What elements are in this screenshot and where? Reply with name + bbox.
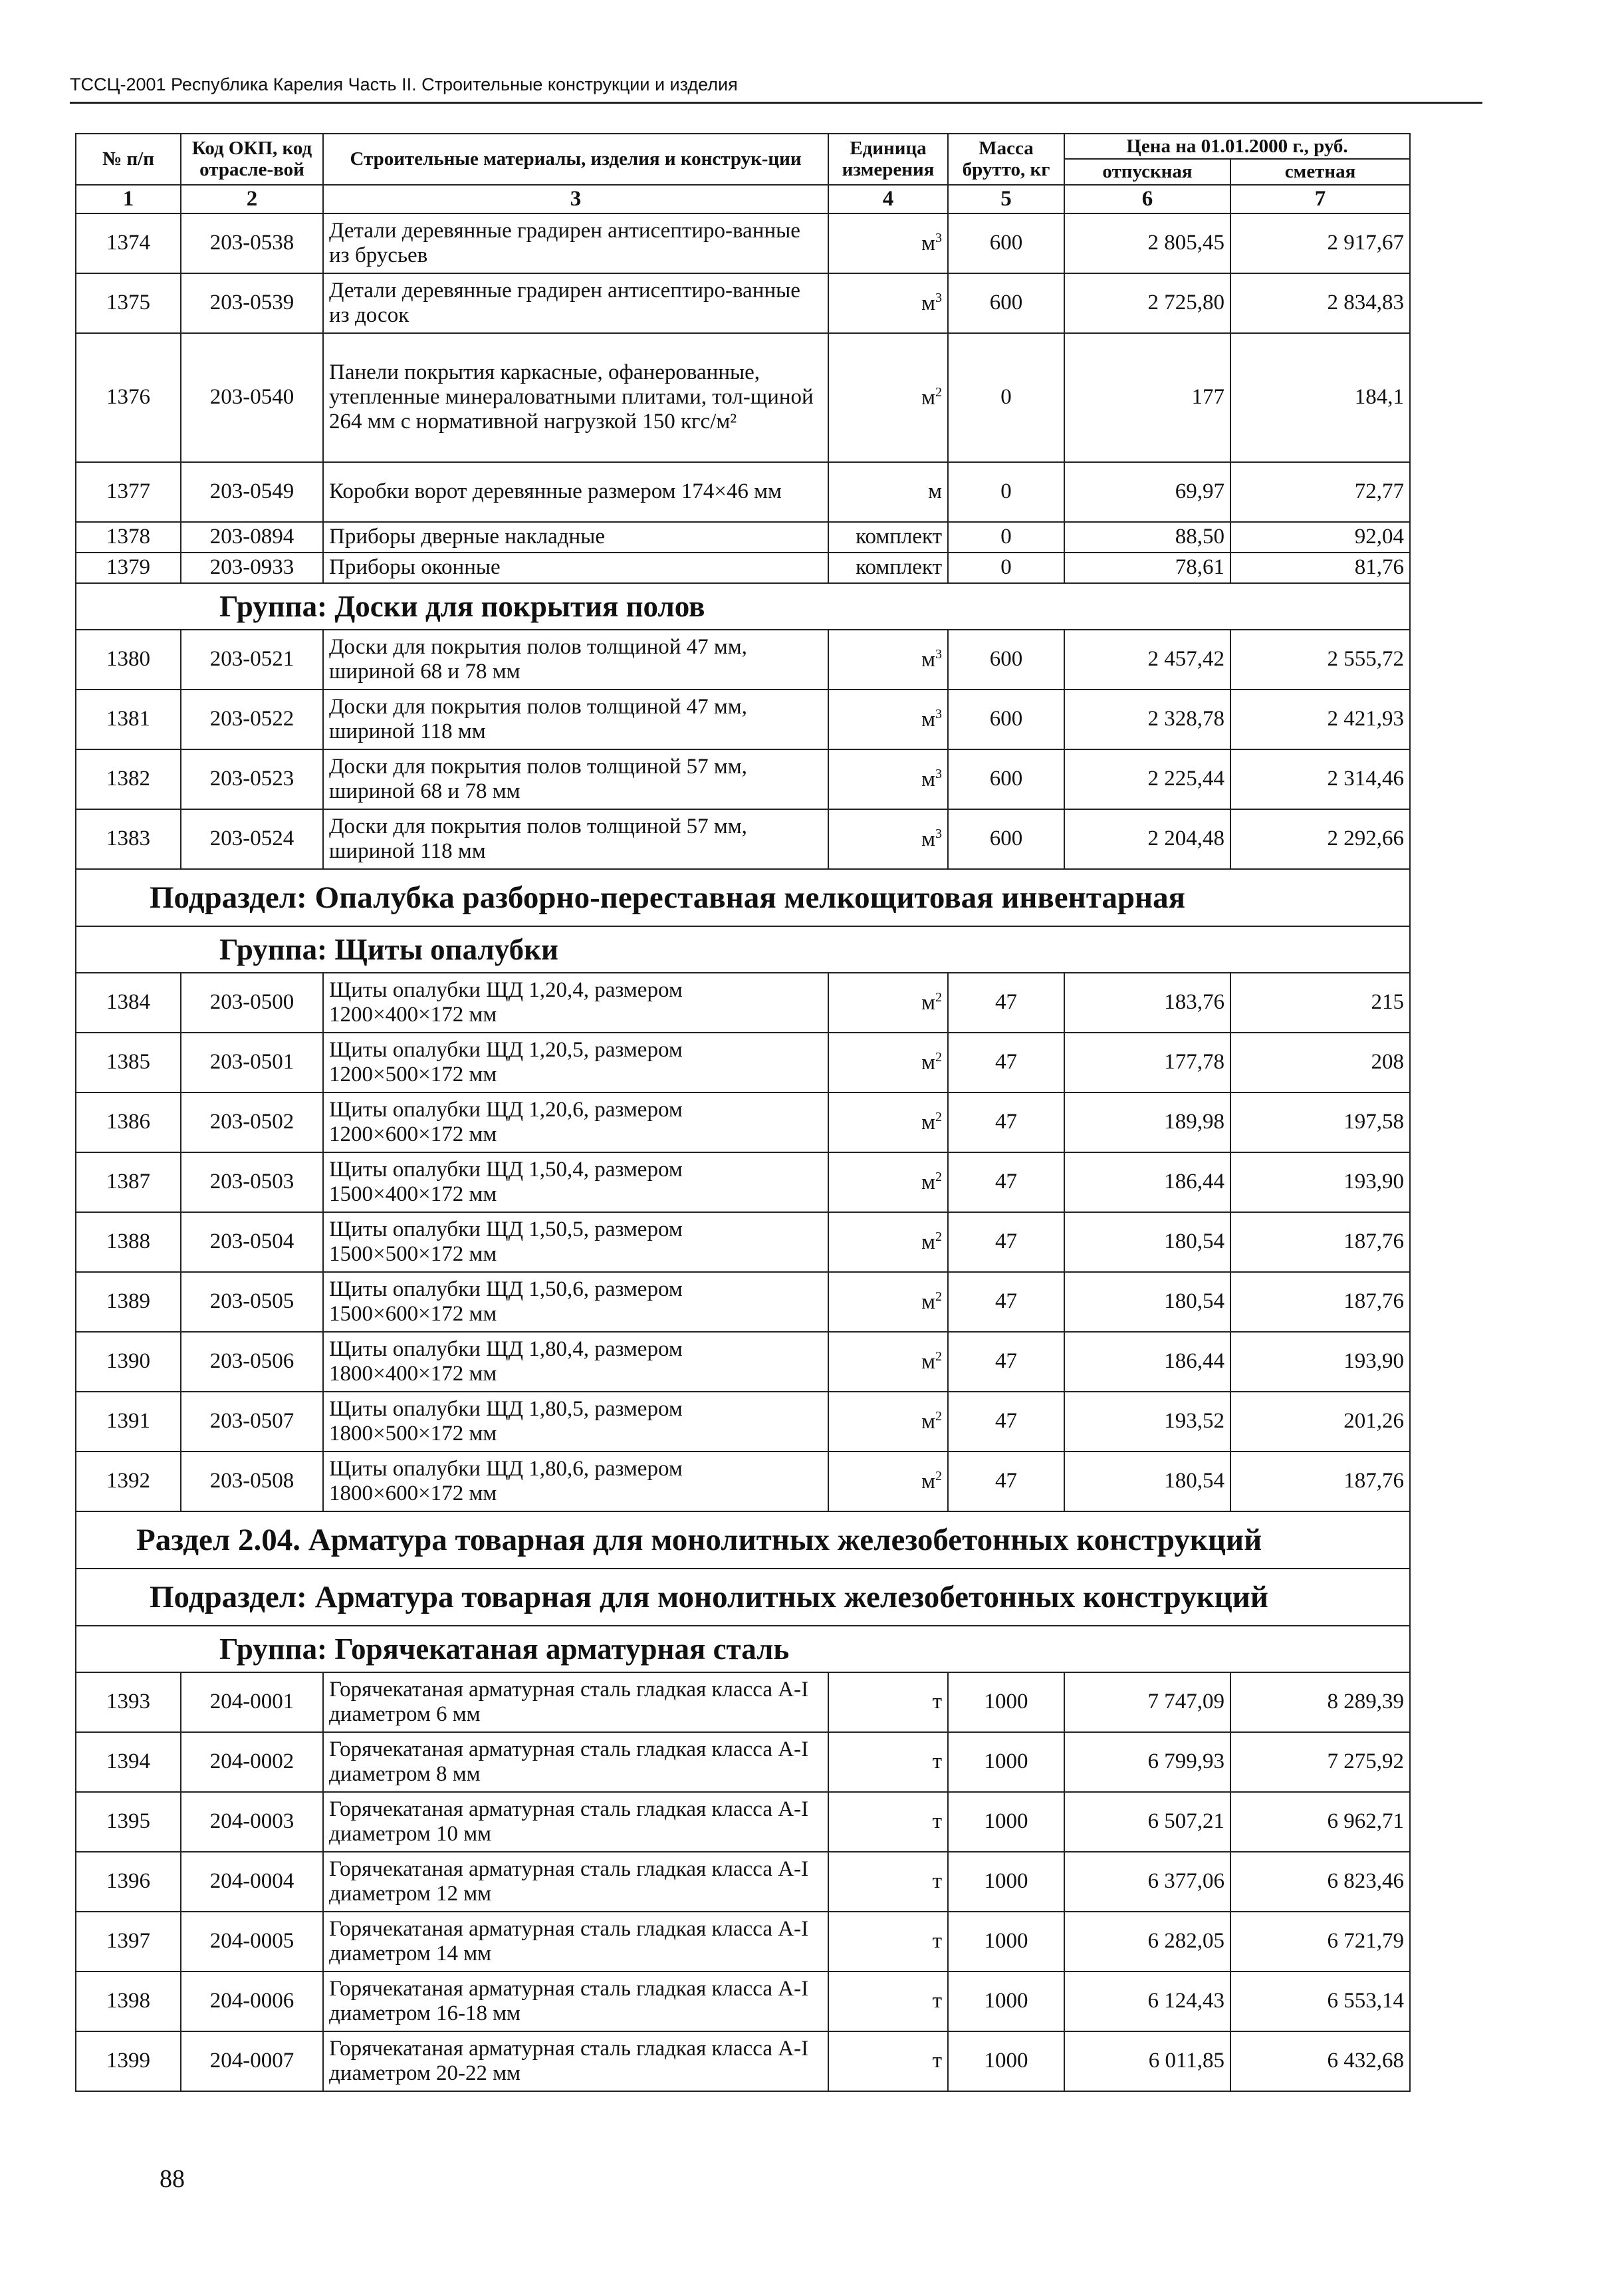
unit-text: т: [932, 1749, 942, 1774]
table-header-row: [76, 134, 1410, 159]
row-name: Горячекатаная арматурная сталь гладкая класса А-I диаметром 16-18 мм: [323, 1972, 828, 2031]
row-name: Горячекатаная арматурная сталь гладкая класса А-I диаметром 14 мм: [323, 1912, 828, 1972]
row-mass: 47: [948, 973, 1064, 1033]
row-mass: 600: [948, 809, 1064, 869]
row-name: Доски для покрытия полов толщиной 57 мм, шириной 68 и 78 мм: [323, 749, 828, 809]
col-header-price-estimate: сметная: [1230, 159, 1410, 184]
row-name: Щиты опалубки ЩД 1,80,6, размером 1800×600×172 мм: [323, 1452, 828, 1511]
row-price-estimate: 197,58: [1230, 1092, 1410, 1152]
table-row: [76, 1212, 1410, 1272]
row-mass: 47: [948, 1033, 1064, 1092]
table-row: [76, 1972, 1410, 2031]
row-name: Панели покрытия каркасные, офанерованные, утепленные минераловатными плитами, тол-щиной 264 мм с нормативной нагрузкой 150 кгс/м²: [323, 333, 828, 462]
unit-text: м: [921, 767, 935, 791]
table-row: [76, 809, 1410, 869]
row-mass: 1000: [948, 1972, 1064, 2031]
subsection-heading-row: [76, 869, 1410, 926]
row-price-estimate: 193,90: [1230, 1152, 1410, 1212]
row-number: 1375: [76, 273, 181, 333]
row-price-estimate: 8 289,39: [1230, 1672, 1410, 1732]
row-code: 203-0505: [181, 1272, 323, 1332]
row-unit: [828, 1852, 948, 1912]
table-row: [76, 630, 1410, 690]
row-code: 203-0506: [181, 1332, 323, 1392]
row-number: 1398: [76, 1972, 181, 2031]
unit-exponent: 3: [935, 766, 942, 781]
unit-exponent: 2: [935, 1289, 942, 1304]
row-price-release: 186,44: [1064, 1332, 1230, 1392]
row-mass: 47: [948, 1212, 1064, 1272]
row-unit: [828, 1152, 948, 1212]
row-code: 203-0540: [181, 333, 323, 462]
section-heading-row: [76, 1511, 1410, 1569]
price-table: [75, 133, 1411, 2092]
row-number: 1376: [76, 333, 181, 462]
unit-text: м: [921, 385, 935, 410]
row-unit: [828, 1092, 948, 1152]
row-code: 203-0538: [181, 213, 323, 273]
row-mass: 1000: [948, 1852, 1064, 1912]
row-price-release: 2 457,42: [1064, 630, 1230, 690]
row-name: Доски для покрытия полов толщиной 57 мм, шириной 118 мм: [323, 809, 828, 869]
table-row: [76, 1033, 1410, 1092]
col-number: 6: [1064, 185, 1230, 213]
row-price-estimate: 208: [1230, 1033, 1410, 1092]
row-price-estimate: 2 834,83: [1230, 273, 1410, 333]
row-price-release: 6 507,21: [1064, 1792, 1230, 1852]
row-unit: [828, 973, 948, 1033]
row-code: 203-0521: [181, 630, 323, 690]
row-mass: 0: [948, 333, 1064, 462]
row-unit: [828, 1272, 948, 1332]
row-name: Горячекатаная арматурная сталь гладкая класса А-I диаметром 12 мм: [323, 1852, 828, 1912]
subsection-heading: Подраздел: Опалубка разборно-переставная мелкощитовая инвентарная: [76, 869, 1410, 926]
unit-text: м: [921, 1289, 935, 1314]
row-unit: [828, 213, 948, 273]
row-number: 1382: [76, 749, 181, 809]
row-unit: [828, 1912, 948, 1972]
row-mass: 1000: [948, 1732, 1064, 1792]
unit-text: м: [921, 1229, 935, 1254]
col-number: 7: [1230, 185, 1410, 213]
unit-text: т: [932, 1929, 942, 1954]
row-name: Щиты опалубки ЩД 1,80,4, размером 1800×400×172 мм: [323, 1332, 828, 1392]
row-mass: 1000: [948, 1792, 1064, 1852]
table-row: [76, 2031, 1410, 2091]
row-unit: [828, 1332, 948, 1392]
row-unit: [828, 690, 948, 749]
subsection-heading-row: [76, 1569, 1410, 1626]
row-number: 1393: [76, 1672, 181, 1732]
row-price-estimate: 92,04: [1230, 522, 1410, 553]
row-code: 203-0523: [181, 749, 323, 809]
row-unit: [828, 1452, 948, 1511]
row-number: 1397: [76, 1912, 181, 1972]
row-code: 204-0004: [181, 1852, 323, 1912]
row-number: 1386: [76, 1092, 181, 1152]
table-row: [76, 553, 1410, 583]
col-header-code: Код ОКП, код отрасле-вой: [181, 134, 323, 185]
table-body: [76, 213, 1410, 2091]
row-number: 1399: [76, 2031, 181, 2091]
unit-exponent: 2: [935, 1348, 942, 1364]
row-price-release: 2 725,80: [1064, 273, 1230, 333]
unit-exponent: 2: [935, 1169, 942, 1184]
unit-text: т: [932, 1989, 942, 2013]
row-price-estimate: 2 917,67: [1230, 213, 1410, 273]
unit-text: м: [928, 479, 942, 504]
unit-text: т: [932, 1690, 942, 1714]
unit-text: м: [921, 1170, 935, 1194]
table-row: [76, 462, 1410, 522]
row-name: Щиты опалубки ЩД 1,20,5, размером 1200×500×172 мм: [323, 1033, 828, 1092]
row-name: Горячекатаная арматурная сталь гладкая класса А-I диаметром 6 мм: [323, 1672, 828, 1732]
row-number: 1389: [76, 1272, 181, 1332]
row-name: Коробки ворот деревянные размером 174×46 мм: [323, 462, 828, 522]
row-price-estimate: 193,90: [1230, 1332, 1410, 1392]
table-row: [76, 1272, 1410, 1332]
unit-text: комплект: [856, 525, 942, 549]
group-heading: Группа: Доски для покрытия полов: [76, 583, 1410, 630]
row-price-release: 2 225,44: [1064, 749, 1230, 809]
row-code: 203-0522: [181, 690, 323, 749]
row-unit: [828, 1392, 948, 1452]
row-price-estimate: 2 555,72: [1230, 630, 1410, 690]
row-unit: [828, 749, 948, 809]
unit-text: т: [932, 1869, 942, 1894]
row-name: Приборы оконные: [323, 553, 828, 583]
row-price-estimate: 187,76: [1230, 1452, 1410, 1511]
row-code: 203-0549: [181, 462, 323, 522]
row-price-estimate: 184,1: [1230, 333, 1410, 462]
row-price-release: 2 805,45: [1064, 213, 1230, 273]
unit-exponent: 2: [935, 1049, 942, 1065]
row-code: 203-0933: [181, 553, 323, 583]
row-name: Приборы дверные накладные: [323, 522, 828, 553]
row-price-estimate: 2 421,93: [1230, 690, 1410, 749]
row-unit: [828, 1792, 948, 1852]
row-unit: [828, 2031, 948, 2091]
row-price-release: 6 282,05: [1064, 1912, 1230, 1972]
unit-text: м: [921, 827, 935, 851]
table-row: [76, 1672, 1410, 1732]
row-price-release: 189,98: [1064, 1092, 1230, 1152]
row-number: 1396: [76, 1852, 181, 1912]
row-number: 1391: [76, 1392, 181, 1452]
col-header-price: Цена на 01.01.2000 г., руб.: [1064, 134, 1410, 159]
row-price-estimate: 72,77: [1230, 462, 1410, 522]
row-code: 204-0007: [181, 2031, 323, 2091]
page-number: 88: [160, 2165, 185, 2193]
col-number: 4: [828, 185, 948, 213]
unit-exponent: 2: [935, 989, 942, 1005]
row-mass: 47: [948, 1272, 1064, 1332]
row-mass: 47: [948, 1152, 1064, 1212]
col-number: 3: [323, 185, 828, 213]
row-name: Горячекатаная арматурная сталь гладкая класса А-I диаметром 8 мм: [323, 1732, 828, 1792]
row-code: 203-0500: [181, 973, 323, 1033]
running-header: ТССЦ-2001 Республика Карелия Часть II. Строительные конструкции и изделия: [70, 74, 1482, 104]
row-price-release: 2 328,78: [1064, 690, 1230, 749]
row-price-estimate: 2 292,66: [1230, 809, 1410, 869]
row-price-estimate: 6 721,79: [1230, 1912, 1410, 1972]
unit-text: м: [921, 1110, 935, 1134]
row-name: Щиты опалубки ЩД 1,50,4, размером 1500×400×172 мм: [323, 1152, 828, 1212]
unit-exponent: 3: [935, 706, 942, 721]
row-price-estimate: 6 432,68: [1230, 2031, 1410, 2091]
table-row: [76, 973, 1410, 1033]
row-number: 1385: [76, 1033, 181, 1092]
row-unit: [828, 553, 948, 583]
row-price-release: 177: [1064, 333, 1230, 462]
row-number: 1380: [76, 630, 181, 690]
row-number: 1379: [76, 553, 181, 583]
row-code: 203-0508: [181, 1452, 323, 1511]
row-name: Горячекатаная арматурная сталь гладкая класса А-I диаметром 20-22 мм: [323, 2031, 828, 2091]
row-price-estimate: 81,76: [1230, 553, 1410, 583]
col-number: 2: [181, 185, 323, 213]
row-price-estimate: 201,26: [1230, 1392, 1410, 1452]
unit-exponent: 2: [935, 1408, 942, 1424]
row-name: Доски для покрытия полов толщиной 47 мм, шириной 118 мм: [323, 690, 828, 749]
row-name: Щиты опалубки ЩД 1,50,6, размером 1500×600×172 мм: [323, 1272, 828, 1332]
group-heading: Группа: Горячекатаная арматурная сталь: [76, 1626, 1410, 1672]
row-unit: [828, 630, 948, 690]
row-price-release: 186,44: [1064, 1152, 1230, 1212]
unit-text: м: [921, 707, 935, 731]
col-header-unit: Единица измерения: [828, 134, 948, 185]
row-price-estimate: 6 962,71: [1230, 1792, 1410, 1852]
unit-exponent: 3: [935, 646, 942, 662]
table-row: [76, 1852, 1410, 1912]
row-mass: 600: [948, 273, 1064, 333]
row-price-release: 6 799,93: [1064, 1732, 1230, 1792]
row-mass: 47: [948, 1452, 1064, 1511]
table-row: [76, 1152, 1410, 1212]
row-mass: 47: [948, 1392, 1064, 1452]
row-unit: [828, 273, 948, 333]
row-code: 204-0003: [181, 1792, 323, 1852]
row-mass: 0: [948, 522, 1064, 553]
unit-exponent: 3: [935, 290, 942, 305]
table-row: [76, 213, 1410, 273]
table-row: [76, 333, 1410, 462]
unit-text: комплект: [856, 555, 942, 580]
row-code: 203-0503: [181, 1152, 323, 1212]
group-heading-row: [76, 926, 1410, 973]
row-number: 1383: [76, 809, 181, 869]
row-price-release: 78,61: [1064, 553, 1230, 583]
group-heading-row: [76, 1626, 1410, 1672]
row-price-release: 6 377,06: [1064, 1852, 1230, 1912]
row-price-release: 2 204,48: [1064, 809, 1230, 869]
unit-text: т: [932, 2049, 942, 2073]
row-number: 1377: [76, 462, 181, 522]
row-price-release: 69,97: [1064, 462, 1230, 522]
row-number: 1392: [76, 1452, 181, 1511]
unit-exponent: 2: [935, 1109, 942, 1124]
row-price-release: 180,54: [1064, 1452, 1230, 1511]
row-code: 203-0539: [181, 273, 323, 333]
column-numbers-row: [76, 185, 1410, 213]
row-unit: [828, 1972, 948, 2031]
row-mass: 0: [948, 462, 1064, 522]
row-number: 1378: [76, 522, 181, 553]
unit-exponent: 2: [935, 384, 942, 400]
table-row: [76, 1332, 1410, 1392]
unit-text: т: [932, 1809, 942, 1834]
subsection-heading: Подраздел: Арматура товарная для монолитных железобетонных конструкций: [76, 1569, 1410, 1626]
row-price-estimate: 187,76: [1230, 1272, 1410, 1332]
row-mass: 600: [948, 213, 1064, 273]
unit-text: м: [921, 1050, 935, 1075]
row-price-estimate: 215: [1230, 973, 1410, 1033]
row-code: 203-0894: [181, 522, 323, 553]
row-unit: [828, 809, 948, 869]
col-header-num: № п/п: [76, 134, 181, 185]
row-unit: [828, 333, 948, 462]
row-mass: 47: [948, 1092, 1064, 1152]
row-unit: [828, 462, 948, 522]
table-row: [76, 1092, 1410, 1152]
row-code: 203-0504: [181, 1212, 323, 1272]
row-number: 1387: [76, 1152, 181, 1212]
row-price-release: 7 747,09: [1064, 1672, 1230, 1732]
unit-text: м: [921, 647, 935, 672]
unit-text: м: [921, 990, 935, 1015]
row-price-estimate: 6 823,46: [1230, 1852, 1410, 1912]
row-mass: 600: [948, 630, 1064, 690]
table-row: [76, 1792, 1410, 1852]
col-header-price-release: отпускная: [1064, 159, 1230, 184]
group-heading-row: [76, 583, 1410, 630]
unit-text: м: [921, 231, 935, 255]
row-code: 203-0501: [181, 1033, 323, 1092]
unit-exponent: 2: [935, 1229, 942, 1244]
row-unit: [828, 522, 948, 553]
row-code: 203-0524: [181, 809, 323, 869]
row-name: Щиты опалубки ЩД 1,20,6, размером 1200×600×172 мм: [323, 1092, 828, 1152]
row-name: Доски для покрытия полов толщиной 47 мм, шириной 68 и 78 мм: [323, 630, 828, 690]
unit-text: м: [921, 291, 935, 315]
col-number: 1: [76, 185, 181, 213]
row-number: 1388: [76, 1212, 181, 1272]
row-name: Щиты опалубки ЩД 1,50,5, размером 1500×500×172 мм: [323, 1212, 828, 1272]
row-name: Горячекатаная арматурная сталь гладкая класса А-I диаметром 10 мм: [323, 1792, 828, 1852]
row-price-estimate: 2 314,46: [1230, 749, 1410, 809]
row-unit: [828, 1033, 948, 1092]
row-mass: 47: [948, 1332, 1064, 1392]
row-number: 1374: [76, 213, 181, 273]
table-row: [76, 273, 1410, 333]
unit-exponent: 3: [935, 826, 942, 841]
row-price-estimate: 6 553,14: [1230, 1972, 1410, 2031]
row-unit: [828, 1672, 948, 1732]
row-name: Щиты опалубки ЩД 1,20,4, размером 1200×400×172 мм: [323, 973, 828, 1033]
unit-exponent: 3: [935, 230, 942, 245]
row-price-estimate: 187,76: [1230, 1212, 1410, 1272]
row-number: 1384: [76, 973, 181, 1033]
row-code: 204-0006: [181, 1972, 323, 2031]
col-header-name: Строительные материалы, изделия и конструк-ции: [323, 134, 828, 185]
unit-exponent: 2: [935, 1468, 942, 1483]
row-unit: [828, 1212, 948, 1272]
row-mass: 1000: [948, 1672, 1064, 1732]
row-number: 1394: [76, 1732, 181, 1792]
row-name: Щиты опалубки ЩД 1,80,5, размером 1800×500×172 мм: [323, 1392, 828, 1452]
row-price-release: 177,78: [1064, 1033, 1230, 1092]
unit-text: м: [921, 1349, 935, 1374]
row-mass: 1000: [948, 2031, 1064, 2091]
row-name: Детали деревянные градирен антисептиро-ванные из брусьев: [323, 213, 828, 273]
table-row: [76, 1912, 1410, 1972]
table-row: [76, 749, 1410, 809]
row-price-release: 193,52: [1064, 1392, 1230, 1452]
row-mass: 0: [948, 553, 1064, 583]
row-code: 203-0507: [181, 1392, 323, 1452]
unit-text: м: [921, 1469, 935, 1493]
row-price-release: 88,50: [1064, 522, 1230, 553]
row-name: Детали деревянные градирен антисептиро-ванные из досок: [323, 273, 828, 333]
row-mass: 600: [948, 749, 1064, 809]
row-number: 1390: [76, 1332, 181, 1392]
group-heading: Группа: Щиты опалубки: [76, 926, 1410, 973]
row-price-release: 6 011,85: [1064, 2031, 1230, 2091]
table-row: [76, 1392, 1410, 1452]
row-mass: 1000: [948, 1912, 1064, 1972]
row-code: 203-0502: [181, 1092, 323, 1152]
section-heading: Раздел 2.04. Арматура товарная для монолитных железобетонных конструкций: [76, 1511, 1410, 1569]
row-mass: 600: [948, 690, 1064, 749]
row-unit: [828, 1732, 948, 1792]
unit-text: м: [921, 1409, 935, 1434]
row-code: 204-0002: [181, 1732, 323, 1792]
row-price-release: 6 124,43: [1064, 1972, 1230, 2031]
col-header-mass: Масса брутто, кг: [948, 134, 1064, 185]
row-price-release: 180,54: [1064, 1272, 1230, 1332]
col-number: 5: [948, 185, 1064, 213]
row-price-release: 183,76: [1064, 973, 1230, 1033]
row-number: 1381: [76, 690, 181, 749]
table-row: [76, 690, 1410, 749]
row-code: 204-0005: [181, 1912, 323, 1972]
row-code: 204-0001: [181, 1672, 323, 1732]
table-row: [76, 522, 1410, 553]
table-row: [76, 1452, 1410, 1511]
row-price-release: 180,54: [1064, 1212, 1230, 1272]
table-row: [76, 1732, 1410, 1792]
row-number: 1395: [76, 1792, 181, 1852]
row-price-estimate: 7 275,92: [1230, 1732, 1410, 1792]
